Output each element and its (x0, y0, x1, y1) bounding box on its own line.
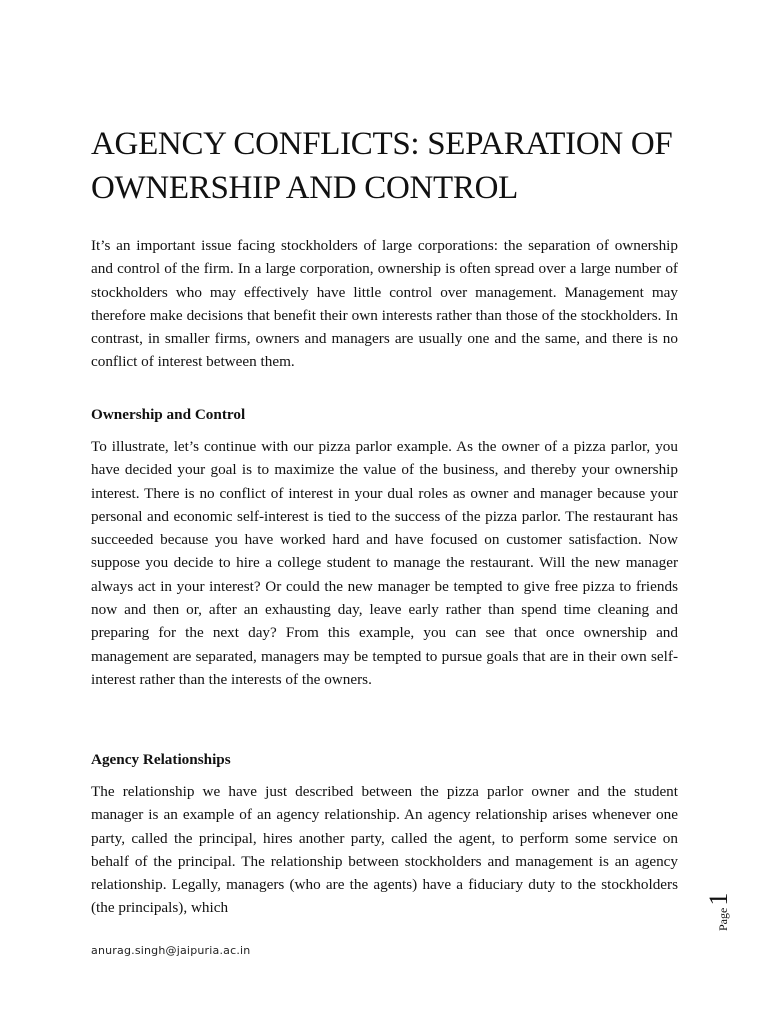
page-word: Page (716, 907, 730, 931)
section-heading-agency-relationships: Agency Relationships (91, 751, 231, 768)
section-heading-ownership-and-control: Ownership and Control (91, 406, 246, 423)
paragraph-pizza-example: To illustrate, let’s continue with our pizza parlor example. As the owner of a pizza parlor, you have decided your goal is to maximize the value of the business, and thereby your ownership interest. There is no conflict of interest in your dual roles as owner and manager because your personal and economic self-interest is tied to the success of the pizza parlor. The restaurant has succeeded because you have worked hard and have focused on customer satisfaction. Now suppose you decide to hire a college student to manage the restaurant. Will the new manager always act in your interest? Or could the new manager be tempted to give free pizza to friends now and then or, after an exhausting day, leave early rather than spend time cleaning and preparing for the next day? From this example, you can see that once ownership and management are separated, managers may be tempted to pursue goals that are in their own self-interest rather than the interests of the owners. (91, 438, 678, 688)
footer-email: anurag.singh@jaipuria.ac.in (91, 944, 251, 957)
paragraph-intro: It’s an important issue facing stockholders of large corporations: the separation of ownership and control of the firm. In a large corporation, ownership is often spread over a large number of stockholders who may effectively have little control over management. Management may therefore make decisions that benefit their own interests rather than those of the stockholders. In contrast, in smaller firms, owners and managers are usually one and the same, and there is no conflict of interest between them. (91, 237, 678, 371)
document-title: AGENCY CONFLICTS: SEPARATION OF OWNERSHIP AND CONTROL (91, 126, 673, 206)
page-number-label (704, 871, 744, 931)
paragraph-agency-relationship: The relationship we have just described between the pizza parlor owner and the student manager is an example of an agency relationship. An agency relationship arises whenever one party, called the principal, hires another party, called the agent, to perform some service on behalf of the principal. The relationship between stockholders and management is an agency relationship. Legally, managers (who are the agents) have a fiduciary duty to the stockholders (the principals), which (91, 783, 678, 917)
page-number: 1 (704, 892, 733, 906)
